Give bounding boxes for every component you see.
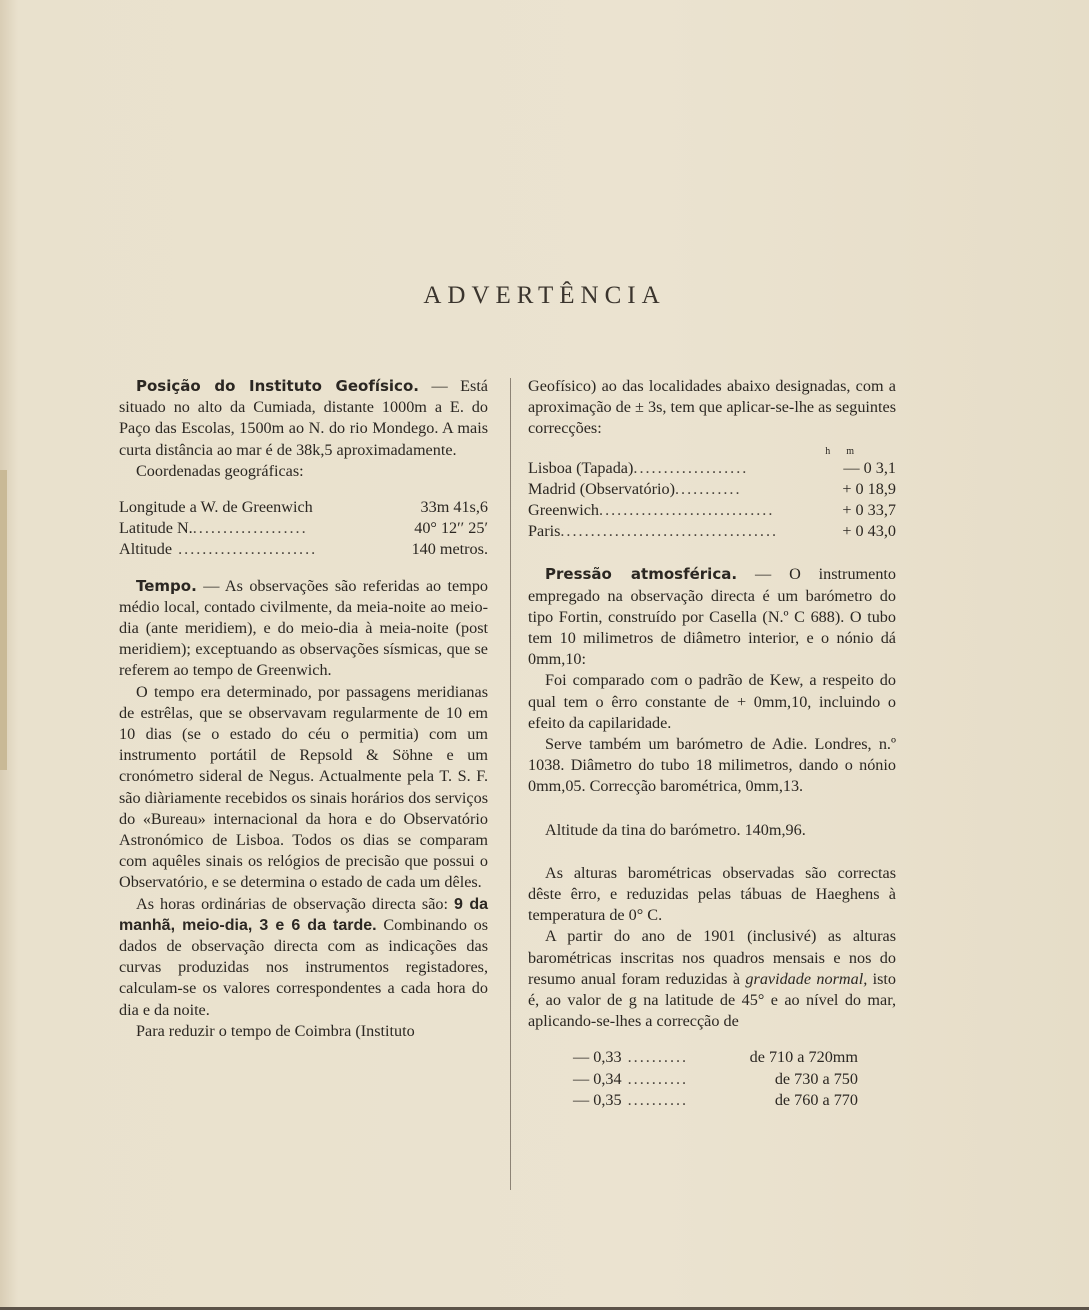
gravity-row: [573, 1090, 858, 1111]
right-column: [528, 376, 896, 1111]
tempo-heading: Tempo.: [136, 576, 197, 595]
leader-dots: ...................: [633, 458, 749, 477]
gravity-row: [573, 1069, 858, 1090]
coord-label: Latitude N.: [119, 519, 193, 538]
correction-paragraph: As alturas barométricas observadas são correctas dêste êrro, e reduzidas pelas tábuas de Haeghens à temperatura de 0° C.: [528, 863, 896, 925]
gravity-paragraph: [528, 926, 896, 1032]
unit-minutes: m: [846, 445, 854, 457]
gravity-row: [573, 1047, 858, 1068]
reduction-paragraph: Para reduzir o tempo de Coimbra (Instituto: [136, 1021, 415, 1040]
gravity-intro: A partir do ano de 1901 (inclusivé) as alturas barométricas inscritas nos quadros mensais e nos do resumo anual foram reduzidas à: [528, 927, 896, 988]
gravity-corr: — 0,33: [573, 1048, 622, 1067]
coord-value: 33m 41s,6: [420, 498, 488, 517]
pressure-paragraph: [528, 564, 896, 670]
units-header: [528, 446, 896, 458]
position-paragraph: [119, 376, 488, 461]
coord-row: [119, 518, 488, 539]
correction-place: Paris: [528, 522, 561, 541]
coord-label: Altitude: [119, 540, 173, 559]
page-title: ADVERTÊNCIA: [423, 282, 666, 309]
position-text: — Está situado no alto da Cumiada, distante 1000m a E. do Paço das Escolas, 1500m ao N. do rio Mondego. A mais curta distância ao mar é de 38k,5 aproximadamente.: [119, 377, 488, 459]
tempo-paragraph: [119, 576, 488, 682]
leader-dots: ..........: [621, 1069, 689, 1088]
correction-place: Lisboa (Tapada): [528, 458, 634, 477]
pressure-text: — O instrumento empregado na observação directa é um barómetro do tipo Fortin, construído por Casella (N.º C 688). O tubo tem 10 milimetros de diâmetro interior, e o nónio dá 0mm,10:: [528, 565, 896, 669]
spacer: [528, 542, 896, 564]
gravity-italic: gravidade normal,: [745, 969, 868, 988]
observation-hours-paragraph: [119, 894, 488, 1021]
coord-label: Longitude a W. de Greenwich: [119, 498, 313, 517]
unit-hours: h: [825, 445, 831, 457]
correction-value: + 0 33,7: [842, 501, 896, 520]
correction-row: [528, 521, 896, 542]
position-heading: Posição do Instituto Geofísico.: [136, 377, 419, 395]
correction-value: + 0 43,0: [842, 522, 896, 541]
leader-dots: ..........: [621, 1090, 689, 1109]
coord-value: 40° 12′′ 25′: [414, 519, 488, 538]
spacer: [119, 561, 488, 576]
coord-row: [119, 497, 488, 518]
spacer: [528, 798, 896, 820]
hours-intro: As horas ordinárias de observação directa são:: [136, 894, 449, 913]
correction-value: + 0 18,9: [842, 479, 896, 498]
spacer: [119, 482, 488, 497]
leader-dots: ..........: [621, 1048, 689, 1067]
gravity-table: [573, 1047, 858, 1111]
spacer: [528, 841, 896, 863]
gravity-rest: isto é, ao valor de g na latitude de 45° e ao nível do mar, aplicando-se-lhes a correcção de: [528, 969, 897, 1031]
gravity-corr: — 0,35: [573, 1090, 622, 1109]
altitude-line: Altitude da tina do barómetro. 140m,96.: [545, 820, 806, 839]
pressure-heading: Pressão atmosférica.: [545, 565, 738, 584]
correction-value: — 0 3,1: [843, 458, 896, 477]
hours-bold: 9 da manhã, meio-dia, 3 e 6 da tarde.: [119, 895, 489, 934]
correction-row: [528, 479, 896, 500]
leader-dots: ...........: [675, 479, 742, 498]
hours-rest: Combinando os dados de observação directa com as indicações das curvas produzidas nos instrumentos registadores, calculam-se os valores correspondentes a cada hora do dia e da noite.: [119, 915, 489, 1019]
adie-paragraph: Serve também um barómetro de Adie. Londres, n.º 1038. Diâmetro do tubo 18 milimetros, dando o nónio 0mm,05. Correcção barométrica, 0mm,13.: [528, 735, 896, 796]
kew-paragraph: Foi comparado com o padrão de Kew, a respeito do qual tem o êrro constante de + 0mm,10, incluindo o efeito da capilaridade.: [528, 671, 896, 732]
correction-row: [528, 500, 896, 521]
gravity-range: de 710 a 720mm: [749, 1048, 858, 1067]
leader-dots: .............................: [599, 501, 775, 520]
coords-label: Coordenadas geográficas:: [136, 461, 304, 480]
binding-edge: [0, 470, 7, 770]
left-column: [119, 376, 488, 1042]
leader-dots: .......................: [172, 540, 318, 559]
coord-row: [119, 539, 488, 560]
correction-place: Greenwich: [528, 501, 600, 520]
time-determination-paragraph: O tempo era determinado, por passagens meridianas de estrêlas, que se observavam regularmente de 10 em 10 dias (se o estado do céu o permitia) com um instrumento portátil de Repsold & Söhne e um cronómetro sideral de Negus. Actualmente pela T. S. F. são diàriamente recebidos os sinais horários dos serviços do «Bureau» internacional da hora e do Observatório Astronómico de Lisboa. Todos os dias se comparam com aquêles sinais os relógios de precisão que possui o Observatório, e se determina o estado de cada um dêles.: [119, 682, 488, 892]
continuation-paragraph: Geofísico) ao das localidades abaixo designadas, com a aproximação de ± 3s, tem que aplicar-se-lhe as seguintes correcções:: [528, 377, 896, 438]
leader-dots: ....................................: [560, 522, 779, 541]
column-divider: [510, 378, 511, 1190]
correction-place: Madrid (Observatório): [528, 479, 675, 498]
leader-dots: ...................: [192, 519, 308, 538]
gravity-corr: — 0,34: [573, 1069, 622, 1088]
coord-value: 140 metros.: [411, 540, 488, 559]
gravity-range: de 760 a 770: [774, 1090, 858, 1109]
correction-row: [528, 458, 896, 479]
spacer: [528, 1032, 896, 1047]
tempo-text: — As observações são referidas ao tempo médio local, contado civilmente, da meia-noite ao meio-dia (ante meridiem), e do meio-dia à meia-noite (post meridiem); exceptuando as observações sísmicas, que se referem ao tempo de Greenwich.: [119, 576, 489, 680]
gravity-range: de 730 a 750: [774, 1069, 858, 1088]
